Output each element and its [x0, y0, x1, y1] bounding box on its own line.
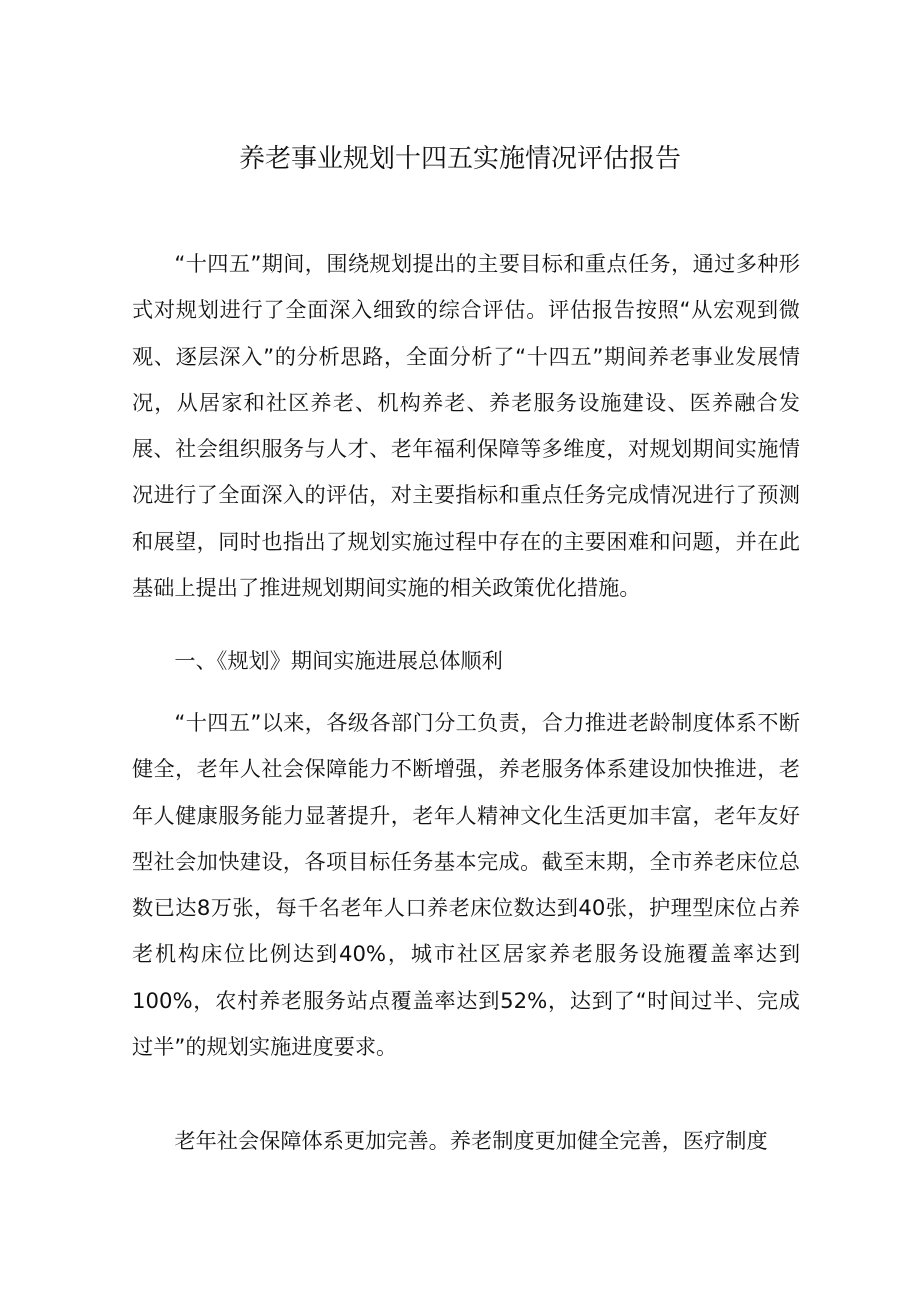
document-title: 养老事业规划十四五实施情况评估报告 [238, 144, 681, 174]
social-security-paragraph: 老年社会保障体系更加完善。养老制度更加健全完善，医疗制度 [174, 1128, 768, 1153]
intro-paragraph: “十四五”期间，围绕规划提出的主要目标和重点任务，通过多种形式对规划进行了全面深入细致的综合评估。评估报告按照“从宏观到微观、逐层深入”的分析思路，全面分析了“十四五”期间养老事业发展情况，从居家和社区养老、机构养老、养老服务设施建设、医养融合发展、社会组织服务与人才、老年福利保障等多维度，对规划期间实施情况进行了全面深入的评估，对主要指标和重点任务完成情况进行了预测和展望，同时也指出了规划实施过程中存在的主要困难和问题，并在此基础上提出了推进规划期间实施的相关政策优化措施。 [132, 251, 800, 601]
section-heading-1: 一、《规划》期间实施进展总体顺利 [174, 648, 503, 673]
progress-paragraph: “十四五”以来，各级各部门分工负责，合力推进老龄制度体系不断健全，老年人社会保障能力不断增强，养老服务体系建设加快推进，老年人健康服务能力显著提升，老年人精神文化生活更加丰富，老年友好型社会加快建设，各项目标任务基本完成。截至末期，全市养老床位总数已达8万张，每千名老年人口养老床位数达到40张，护理型床位占养老机构床位比例达到40%，城市社区居家养老服务设施覆盖率达到100%，农村养老服务站点覆盖率达到52%，达到了“时间过半、完成过半”的规划实施进度要求。 [132, 710, 800, 1060]
